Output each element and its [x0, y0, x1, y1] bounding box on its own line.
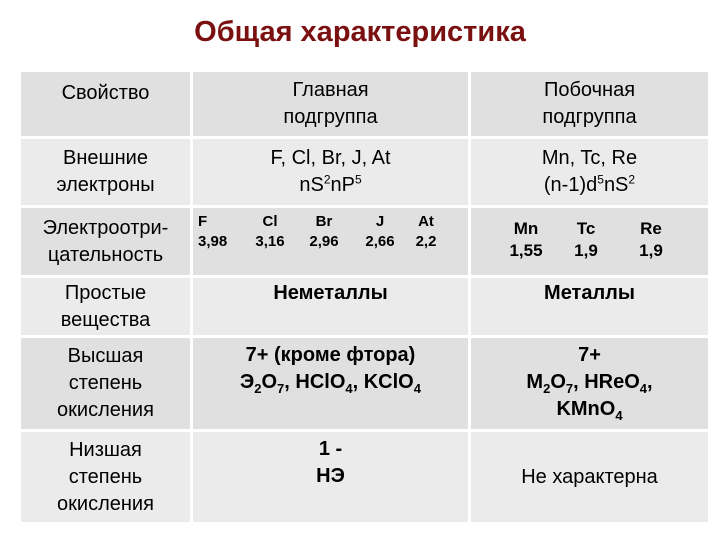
row-lowest-side [471, 432, 708, 522]
lowest-main-line2: НЭ [316, 465, 345, 487]
header-property: Свойство [61, 82, 150, 104]
en-side-Re: Re 1,9 [639, 219, 663, 260]
en-main-F: F 3,98 [198, 213, 228, 250]
header-property-cell [21, 72, 190, 136]
highest-side-formula: $M_2O_7$, HReO$_4$, [526, 371, 653, 396]
header-side-line2: подгруппа [542, 106, 637, 128]
highest-label-line1: Высшая [67, 345, 144, 367]
electrons-label-line1: Внешние [63, 147, 148, 169]
simple-main: Неметаллы [273, 282, 388, 304]
simple-label-line2: вещества [60, 308, 151, 331]
lowest-side: Не характерна [521, 465, 658, 488]
highest-side-formula2: KMnO$_4$ [556, 398, 623, 423]
row-electrons-side [471, 139, 708, 205]
highest-label-line3: окисления [57, 399, 154, 421]
en-main-At: At 2,2 [415, 213, 437, 250]
highest-side-line1: 7+ [578, 344, 601, 366]
header-main-line1: Главная [292, 79, 369, 101]
row-lowest-label [21, 432, 190, 522]
header-side-line1: Побочная [543, 79, 636, 101]
en-main-Br: Br 2,96 [309, 213, 339, 250]
row-highest-main [193, 338, 468, 429]
electrons-main-elements: F, Cl, Br, J, At [270, 147, 391, 169]
row-lowest-main [193, 432, 468, 522]
row-simple-side [471, 278, 708, 335]
lowest-main-line1: 1 - [318, 438, 343, 460]
row-simple-main [193, 278, 468, 335]
electroneg-label-line2: цательность [47, 243, 164, 266]
row-simple-label [21, 278, 190, 335]
row-electrons-label [21, 139, 190, 205]
header-side-cell [471, 72, 708, 136]
en-side-Tc: Tc 1,9 [574, 219, 598, 260]
lowest-label-line1: Низшая [69, 438, 142, 461]
en-main-J: J 2,66 [365, 213, 395, 250]
highest-main-formula: $Э_2O_7$, HClO$_4$, KClO$_4$ [240, 371, 421, 396]
row-electrons-main [193, 139, 468, 205]
en-side-Mn: Mn 1,55 [509, 219, 543, 260]
row-electroneg-side [471, 208, 708, 275]
header-main-cell [193, 72, 468, 136]
electrons-side-config: $(n-1)d^5nS^2$ [543, 172, 636, 196]
row-electroneg-label [21, 208, 190, 275]
lowest-label-line3: окисления [57, 492, 154, 515]
simple-label-line1: Простые [64, 281, 147, 304]
en-main-Cl: Cl 3,16 [255, 213, 285, 250]
electroneg-label-line1: Электроотри- [42, 216, 169, 239]
header-main-line2: подгруппа [283, 106, 378, 128]
row-highest-side [471, 338, 708, 429]
highest-main-line1: 7+ (кроме фтора) [245, 344, 416, 366]
page-title: Общая характеристика [194, 16, 526, 48]
electrons-label-line2: электроны [56, 174, 155, 196]
highest-label-line2: степень [68, 372, 143, 394]
lowest-label-line2: степень [68, 465, 143, 488]
simple-side: Металлы [544, 282, 635, 304]
electrons-main-config: $nS^2nP^5$ [299, 172, 362, 196]
electrons-side-elements: Mn, Tc, Re [541, 147, 638, 169]
row-highest-label [21, 338, 190, 429]
row-electroneg-main [193, 208, 468, 275]
